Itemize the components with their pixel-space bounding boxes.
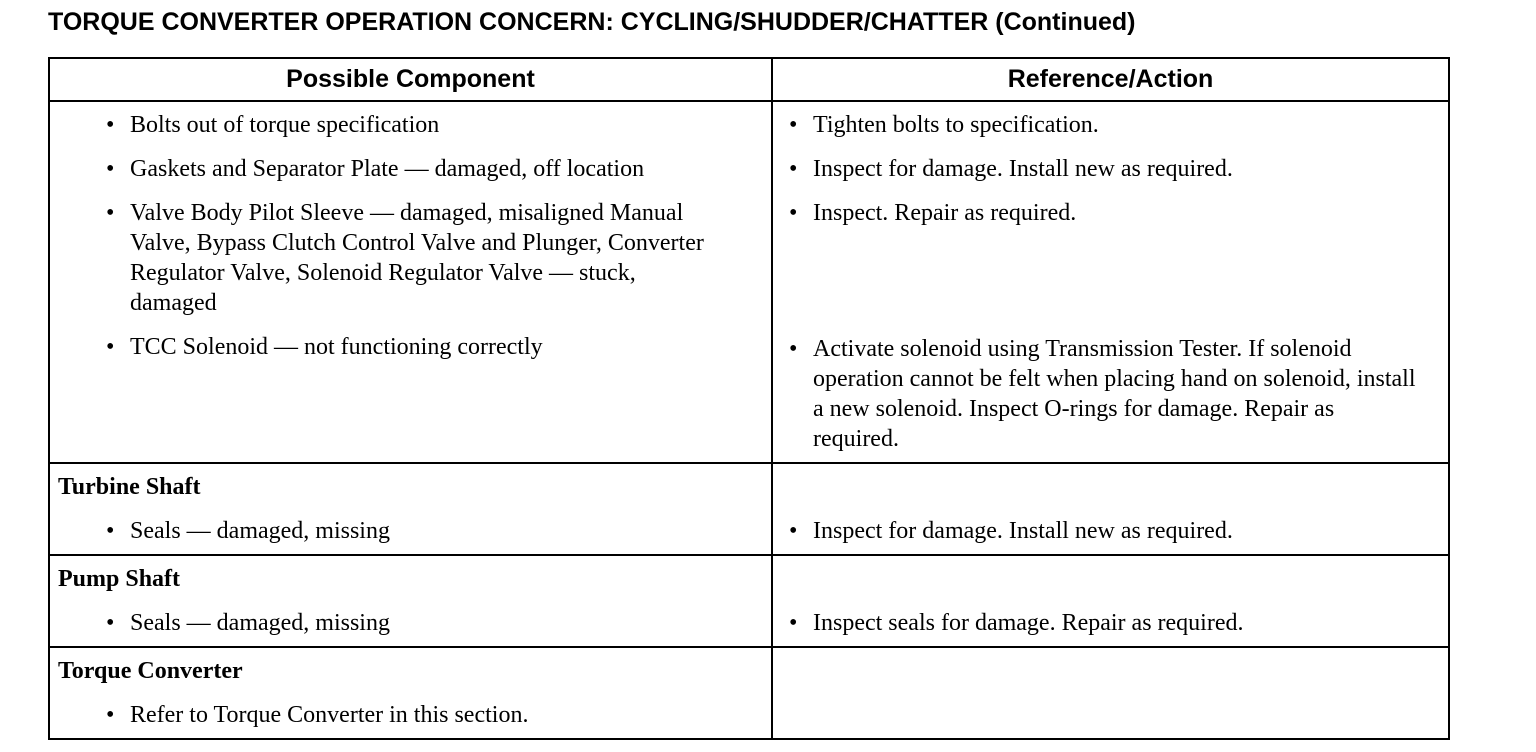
bullet-icon: • bbox=[106, 518, 115, 544]
bullet-icon: • bbox=[789, 200, 798, 226]
header-possible-component: Possible Component bbox=[49, 58, 772, 101]
table-row bbox=[49, 463, 1449, 555]
component-item bbox=[50, 332, 763, 362]
component-cell bbox=[49, 647, 772, 739]
bullet-icon: • bbox=[106, 702, 115, 728]
bullet-icon: • bbox=[789, 518, 798, 544]
action-text: Inspect for damage. Install new as required. bbox=[813, 156, 1233, 182]
bullet-icon: • bbox=[106, 112, 115, 138]
action-cell bbox=[772, 555, 1449, 647]
component-item bbox=[50, 110, 763, 140]
component-item bbox=[50, 516, 763, 546]
action-item bbox=[773, 198, 1440, 320]
document-title: TORQUE CONVERTER OPERATION CONCERN: CYCLING/SHUDDER/CHATTER (Continued) bbox=[48, 8, 1136, 36]
action-item bbox=[773, 516, 1440, 546]
component-text: Refer to Torque Converter in this section. bbox=[130, 702, 529, 728]
bullet-icon: • bbox=[106, 200, 115, 226]
component-item bbox=[50, 154, 763, 184]
action-cell bbox=[772, 463, 1449, 555]
group-heading: Torque Converter bbox=[58, 658, 243, 684]
bullet-icon: • bbox=[789, 112, 798, 138]
component-item bbox=[50, 198, 763, 318]
action-item bbox=[773, 110, 1440, 140]
component-cell bbox=[49, 463, 772, 555]
bullet-icon: • bbox=[789, 610, 798, 636]
component-text: Seals — damaged, missing bbox=[130, 518, 390, 544]
header-reference-action: Reference/Action bbox=[772, 58, 1449, 101]
diagnosis-table bbox=[48, 57, 1450, 740]
group-heading: Pump Shaft bbox=[58, 566, 181, 592]
action-text: Inspect for damage. Install new as required. bbox=[813, 518, 1233, 544]
action-text: Inspect. Repair as required. bbox=[813, 200, 1077, 226]
table-row bbox=[49, 647, 1449, 739]
table-row bbox=[49, 555, 1449, 647]
component-text: Seals — damaged, missing bbox=[130, 610, 390, 636]
component-text: Gaskets and Separator Plate — damaged, off location bbox=[130, 156, 645, 182]
component-text: Valve Body Pilot Sleeve — damaged, misaligned Manual Valve, Bypass Clutch Control Valve and Plunger, Converter Regulator Valve, Solenoid Regulator Valve — stuck, damaged bbox=[130, 200, 704, 316]
component-text: Bolts out of torque specification bbox=[130, 112, 440, 138]
component-item bbox=[50, 700, 763, 730]
bullet-icon: • bbox=[789, 336, 798, 362]
action-cell bbox=[772, 647, 1449, 739]
component-cell bbox=[49, 101, 772, 463]
action-item bbox=[773, 608, 1440, 638]
bullet-icon: • bbox=[106, 334, 115, 360]
table-header-row bbox=[49, 58, 1449, 101]
heading-spacer bbox=[773, 472, 1440, 502]
component-cell bbox=[49, 555, 772, 647]
action-text: Inspect seals for damage. Repair as required. bbox=[813, 610, 1244, 636]
bullet-icon: • bbox=[789, 156, 798, 182]
action-text: Activate solenoid using Transmission Tester. If solenoid operation cannot be felt when placing hand on solenoid, install a new solenoid. Inspect O-rings for damage. Repair as required. bbox=[813, 336, 1416, 452]
action-cell bbox=[772, 101, 1449, 463]
component-text: TCC Solenoid — not functioning correctly bbox=[130, 334, 543, 360]
table-row bbox=[49, 101, 1449, 463]
action-item bbox=[773, 334, 1440, 454]
bullet-icon: • bbox=[106, 156, 115, 182]
action-item bbox=[773, 154, 1440, 184]
bullet-icon: • bbox=[106, 610, 115, 636]
group-heading: Turbine Shaft bbox=[58, 474, 201, 500]
heading-spacer bbox=[773, 564, 1440, 594]
action-text: Tighten bolts to specification. bbox=[813, 112, 1099, 138]
component-item bbox=[50, 608, 763, 638]
